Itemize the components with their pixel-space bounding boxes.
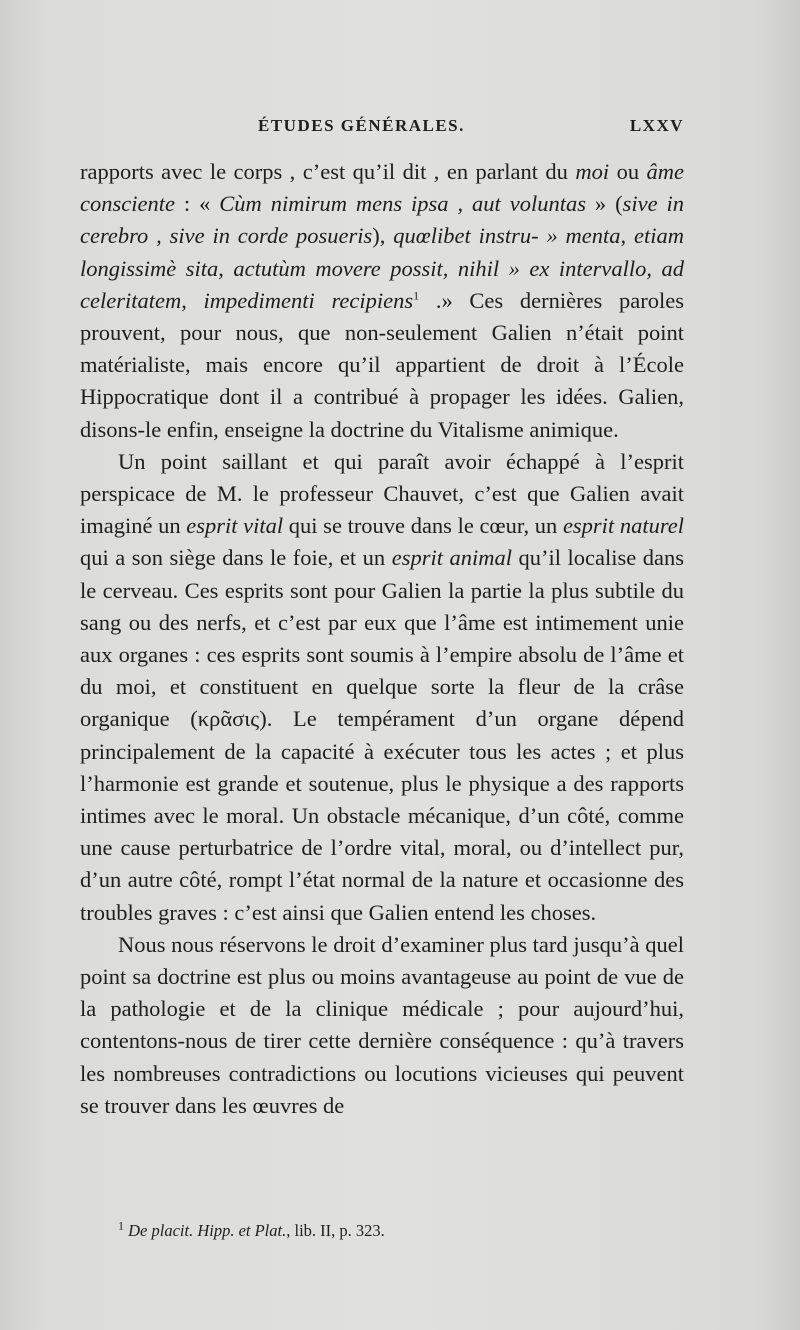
italic-span: esprit animal xyxy=(391,545,512,571)
paragraph-1 xyxy=(80,156,684,446)
text-span: qu’il localise dans le cerveau. Ces esprits sont pour Galien la partie la plus subtile du sang ou des nerfs, et c’est par eux que l’âme est intimement unie aux organes : ces esprits sont soumis à l’empire absolu de l’âme et du moi, et constituent en quelque sorte la fleur de la crâse organique (κρᾶσις). Le tempérament d’un organe dépend principalement de la capacité à exécuter tous les actes ; et plus l’harmonie est grande et soutenue, plus le physique a des rapports intimes avec le moral. Un obstacle mécanique, d’un côté, comme une cause perturbatrice de l’ordre vital, moral, ou d’intellect pur, d’un autre côté, rompt l’état normal de la nature et occasionne des troubles graves : c’est ainsi que Galien entend les choses. xyxy=(80,545,684,925)
page-number: LXXV xyxy=(629,116,684,135)
text-span: qui a son siège dans le foie, et un xyxy=(80,545,392,571)
footnote-number: 1 xyxy=(118,1218,124,1233)
text-span: » ( xyxy=(585,191,623,217)
footnote-source-title: De placit. Hipp. et Plat. xyxy=(128,1221,287,1240)
paragraph-2 xyxy=(80,446,684,929)
latin-quote: quœlibet instru- » menta, etiam longissimè sita, actutùm movere possit, nihil » ex intervallo, ad celeritatem, impedimenti recipiens xyxy=(80,223,685,313)
italic-span: âme consciente xyxy=(80,159,685,217)
text-span: : « xyxy=(174,191,220,217)
text-span: qui se trouve dans le cœur, un xyxy=(283,513,563,539)
text-span: .» Ces dernières paroles prouvent, pour nous, que non-seulement Galien n’était point matérialiste, mais encore qu’il appartient de droit à l’École Hippocratique dont il a contribué à propager les idées. Galien, disons-le enfin, enseigne la doctrine du Vitalisme animique. xyxy=(80,287,684,442)
body-text xyxy=(80,156,684,1122)
italic-span: moi xyxy=(575,159,610,184)
text-span: ou xyxy=(609,159,647,184)
page-header xyxy=(80,116,684,140)
latin-quote: sive in cerebro , sive in corde posueris xyxy=(80,191,684,249)
latin-quote: Cùm nimirum mens ipsa , aut voluntas xyxy=(219,191,586,217)
footnote xyxy=(118,1220,678,1242)
text-span: Un point saillant et qui paraît avoir échappé à l’esprit perspicace de M. le professeur Chauvet, c’est que Galien avait imaginé un xyxy=(80,448,684,539)
footnote-citation: , lib. II, p. 323. xyxy=(286,1221,385,1240)
paragraph-3: Nous nous réservons le droit d’examiner plus tard jusqu’à quel point sa doctrine est plus ou moins avantageuse au point de vue de la pathologie et de la clinique médicale ; pour aujourd’hui, contentons-nous de tirer cette dernière conséquence : qu’à travers les nombreuses contradictions ou locutions vicieuses qui peuvent se trouver dans les œuvres de xyxy=(80,931,684,1118)
footnote-reference[interactable]: 1 xyxy=(413,288,420,303)
italic-span: esprit vital xyxy=(186,513,284,539)
italic-span: esprit naturel xyxy=(562,513,684,539)
text-span: rapports avec le corps , c’est qu’il dit , en parlant du xyxy=(80,159,576,184)
text-span: ), xyxy=(372,223,394,249)
running-head: ÉTUDES GÉNÉRALES. xyxy=(258,116,465,135)
